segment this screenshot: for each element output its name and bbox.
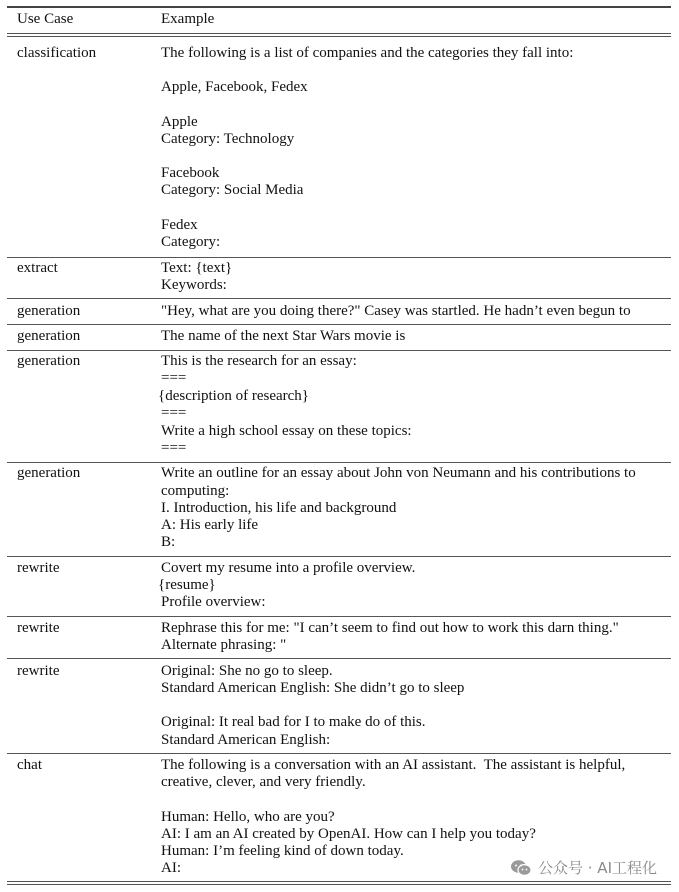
example-line: The following is a list of companies and the categories they fall into: (161, 45, 574, 61)
bottom-rule-2 (7, 884, 671, 885)
row-divider (7, 257, 671, 258)
example-line: Covert my resume into a profile overview. (161, 560, 416, 576)
row-divider (7, 616, 671, 617)
example-line: === (161, 370, 187, 386)
example-line: computing: (161, 483, 230, 499)
row-divider (7, 462, 671, 463)
row-divider (7, 556, 671, 557)
watermark-text: 公众号 · AI工程化 (538, 859, 657, 877)
example-line: Original: It real bad for I to make do of this. (161, 714, 426, 730)
row-divider (7, 350, 671, 351)
example-line: "Hey, what are you doing there?" Casey was startled. He hadn’t even begun to (161, 303, 631, 319)
example-line: This is the research for an essay: (161, 353, 357, 369)
example-line: Fedex (161, 217, 198, 233)
example-line: Standard American English: She didn’t go to sleep (161, 680, 465, 696)
row-divider (7, 324, 671, 325)
example-line: The name of the next Star Wars movie is (161, 328, 406, 344)
row-use-case: generation (17, 353, 81, 369)
example-line: === (161, 405, 187, 421)
wechat-icon (510, 859, 532, 877)
example-line: Rephrase this for me: "I can’t seem to find out how to work this darn thing." (161, 620, 619, 636)
row-use-case: generation (17, 328, 81, 344)
example-line: B: (161, 534, 176, 550)
example-line: Human: Hello, who are you? (161, 809, 335, 825)
header-rule-1 (7, 33, 671, 34)
example-line: The following is a conversation with an AI assistant. The assistant is helpful, (161, 757, 626, 773)
example-line: Category: (161, 234, 221, 250)
row-divider (7, 658, 671, 659)
example-line: AI: I am an AI created by OpenAI. How can I help you today? (161, 826, 536, 842)
example-line: A: His early life (161, 517, 259, 533)
example-line: Category: Social Media (161, 182, 304, 198)
row-use-case: classification (17, 45, 97, 61)
example-line: {resume} (158, 577, 216, 593)
header-rule-2 (7, 36, 671, 37)
watermark (510, 857, 657, 878)
header-use-case: Use Case (17, 11, 74, 27)
example-line: Category: Technology (161, 131, 295, 147)
row-use-case: rewrite (17, 620, 60, 636)
example-line: {description of research} (158, 388, 310, 404)
example-line: I. Introduction, his life and background (161, 500, 397, 516)
example-line: Apple, Facebook, Fedex (161, 79, 308, 95)
example-line: Alternate phrasing: " (161, 637, 287, 653)
row-use-case: generation (17, 303, 81, 319)
row-divider (7, 298, 671, 299)
example-line: creative, clever, and very friendly. (161, 774, 366, 790)
example-line: AI: (161, 860, 181, 876)
example-line: Write an outline for an essay about John von Neumann and his contributions to (161, 465, 636, 481)
row-use-case: rewrite (17, 560, 60, 576)
example-line: Text: {text} (161, 260, 233, 276)
example-line: Apple (161, 114, 198, 130)
example-line: Write a high school essay on these topics: (161, 423, 412, 439)
example-line: Original: She no go to sleep. (161, 663, 333, 679)
row-use-case: chat (17, 757, 42, 773)
example-line: === (161, 440, 187, 456)
bottom-rule-1 (7, 881, 671, 882)
top-rule (7, 6, 671, 8)
row-use-case: generation (17, 465, 81, 481)
example-line: Human: I’m feeling kind of down today. (161, 843, 404, 859)
row-use-case: rewrite (17, 663, 60, 679)
example-line: Profile overview: (161, 594, 266, 610)
header-example: Example (161, 11, 215, 27)
example-line: Standard American English: (161, 732, 331, 748)
row-use-case: extract (17, 260, 58, 276)
example-line: Facebook (161, 165, 220, 181)
row-divider (7, 753, 671, 754)
example-line: Keywords: (161, 277, 227, 293)
